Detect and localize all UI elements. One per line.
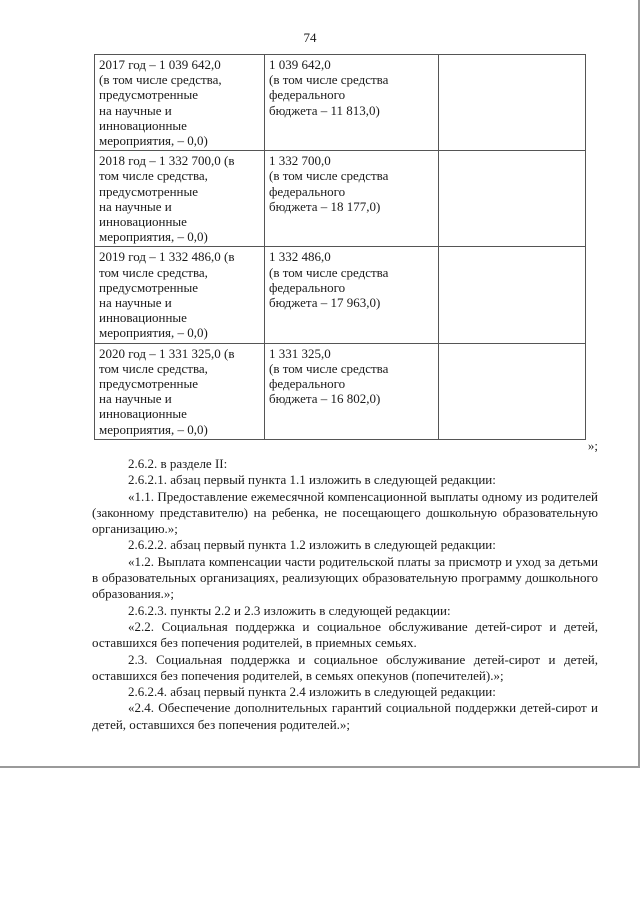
cell-line: (в том числе средства [269,72,389,88]
cell-line: 1 332 486,0 [269,249,331,265]
paragraph: «2.2. Социальная поддержка и социальное обслуживание детей-сирот и детей, оставшихся без попечения родителей, в приемных семьях. [92,618,598,651]
cell-line: том числе средства, [99,360,208,376]
cell-line: 2018 год – 1 332 700,0 (в [99,153,235,169]
paragraph: 2.3. Социальная поддержка и социальное обслуживание детей-сирот и детей, оставшихся без попечения родителей, в семьях опекунов (попечителей).»; [92,651,598,683]
cell-line: федерального [269,376,346,392]
cell-line: мероприятия, – 0,0) [99,229,208,245]
table-cell-col1 [95,247,265,343]
cell-line: инновационные [99,406,187,422]
cell-line: 1 332 700,0 [269,153,331,169]
cell-line: федерального [269,183,346,199]
paragraph: 2.6.2.4. абзац первый пункта 2.4 изложить в следующей редакции: [128,684,496,700]
cell-line: бюджета – 18 177,0) [269,198,381,214]
paragraph: 2.6.2.1. абзац первый пункта 1.1 изложить в следующей редакции: [128,472,496,488]
table-cell-col1 [95,151,265,247]
table-cell-col2 [265,151,439,247]
cell-line: на научные и [99,295,172,311]
cell-line: 2017 год – 1 039 642,0 [99,57,221,72]
cell-line: инновационные [99,214,187,230]
table-row [95,247,586,343]
cell-line: инновационные [99,310,187,326]
cell-line: (в том числе средства [269,264,389,280]
cell-line: предусмотренные [99,279,199,295]
cell-line: (в том числе средства [269,360,389,376]
cell-line: на научные и [99,102,172,118]
paragraph: 2.6.2. в разделе II: [128,456,228,471]
body-text [92,456,598,733]
cell-line: предусмотренные [99,183,199,199]
cell-line: бюджета – 11 813,0) [269,102,380,118]
cell-line: 2020 год – 1 331 325,0 (в [99,345,235,361]
cell-line: том числе средства, [99,168,208,184]
table-cell-col1 [95,343,265,439]
cell-line: (в том числе средства, [99,72,222,88]
paragraph: 2.6.2.2. абзац первый пункта 1.2 изложить в следующей редакции: [128,537,496,553]
cell-line: федерального [269,279,346,295]
paragraph: 2.6.2.3. пункты 2.2 и 2.3 изложить в следующей редакции: [128,602,451,618]
cell-line: инновационные [99,117,187,133]
table-row [95,343,586,439]
cell-line: том числе средства, [99,264,208,280]
cell-line: предусмотренные [99,376,199,392]
table-cell-col3 [439,151,586,247]
cell-line: мероприятия, – 0,0) [99,325,208,341]
cell-line: на научные и [99,391,172,407]
cell-line: федерального [269,87,346,103]
cell-line: мероприятия, – 0,0) [99,133,208,149]
paragraph: «1.2. Выплата компенсации части родительской платы за присмотр и уход за детьми в образовательных организациях, реализующих образовательную программу дошкольного образования.»; [92,553,598,602]
table-cell-col3 [439,343,586,439]
table-cell-col3 [439,55,586,151]
paragraph: «1.1. Предоставление ежемесячной компенсационной выплаты одному из родителей (законному представителю) на ребенка, не посещающего дошкольную образовательную организацию.»; [92,488,598,537]
table-cell-col3 [439,247,586,343]
cell-line: (в том числе средства [269,168,389,184]
funding-table [94,54,586,440]
table-cell-col2 [265,55,439,151]
table-row [95,151,586,247]
paragraph: «2.4. Обеспечение дополнительных гарантий социальной поддержки детей-сирот и детей, оставшихся без попечения родителей.»; [92,700,598,732]
cell-line: мероприятия, – 0,0) [99,421,208,437]
table-cell-col2 [265,343,439,439]
cell-line: бюджета – 17 963,0) [269,295,381,311]
table-cell-col1 [95,55,265,151]
cell-line: 1 331 325,0 [269,345,331,361]
cell-line: 1 039 642,0 [269,57,331,72]
cell-line: бюджета – 16 802,0) [269,391,381,407]
cell-line: 2019 год – 1 332 486,0 (в [99,249,235,265]
cell-line: предусмотренные [99,87,199,103]
table-row [95,55,586,151]
closing-quote-mark: »; [587,438,598,453]
page-number: 74 [303,30,317,45]
table-cell-col2 [265,247,439,343]
cell-line: на научные и [99,198,172,214]
